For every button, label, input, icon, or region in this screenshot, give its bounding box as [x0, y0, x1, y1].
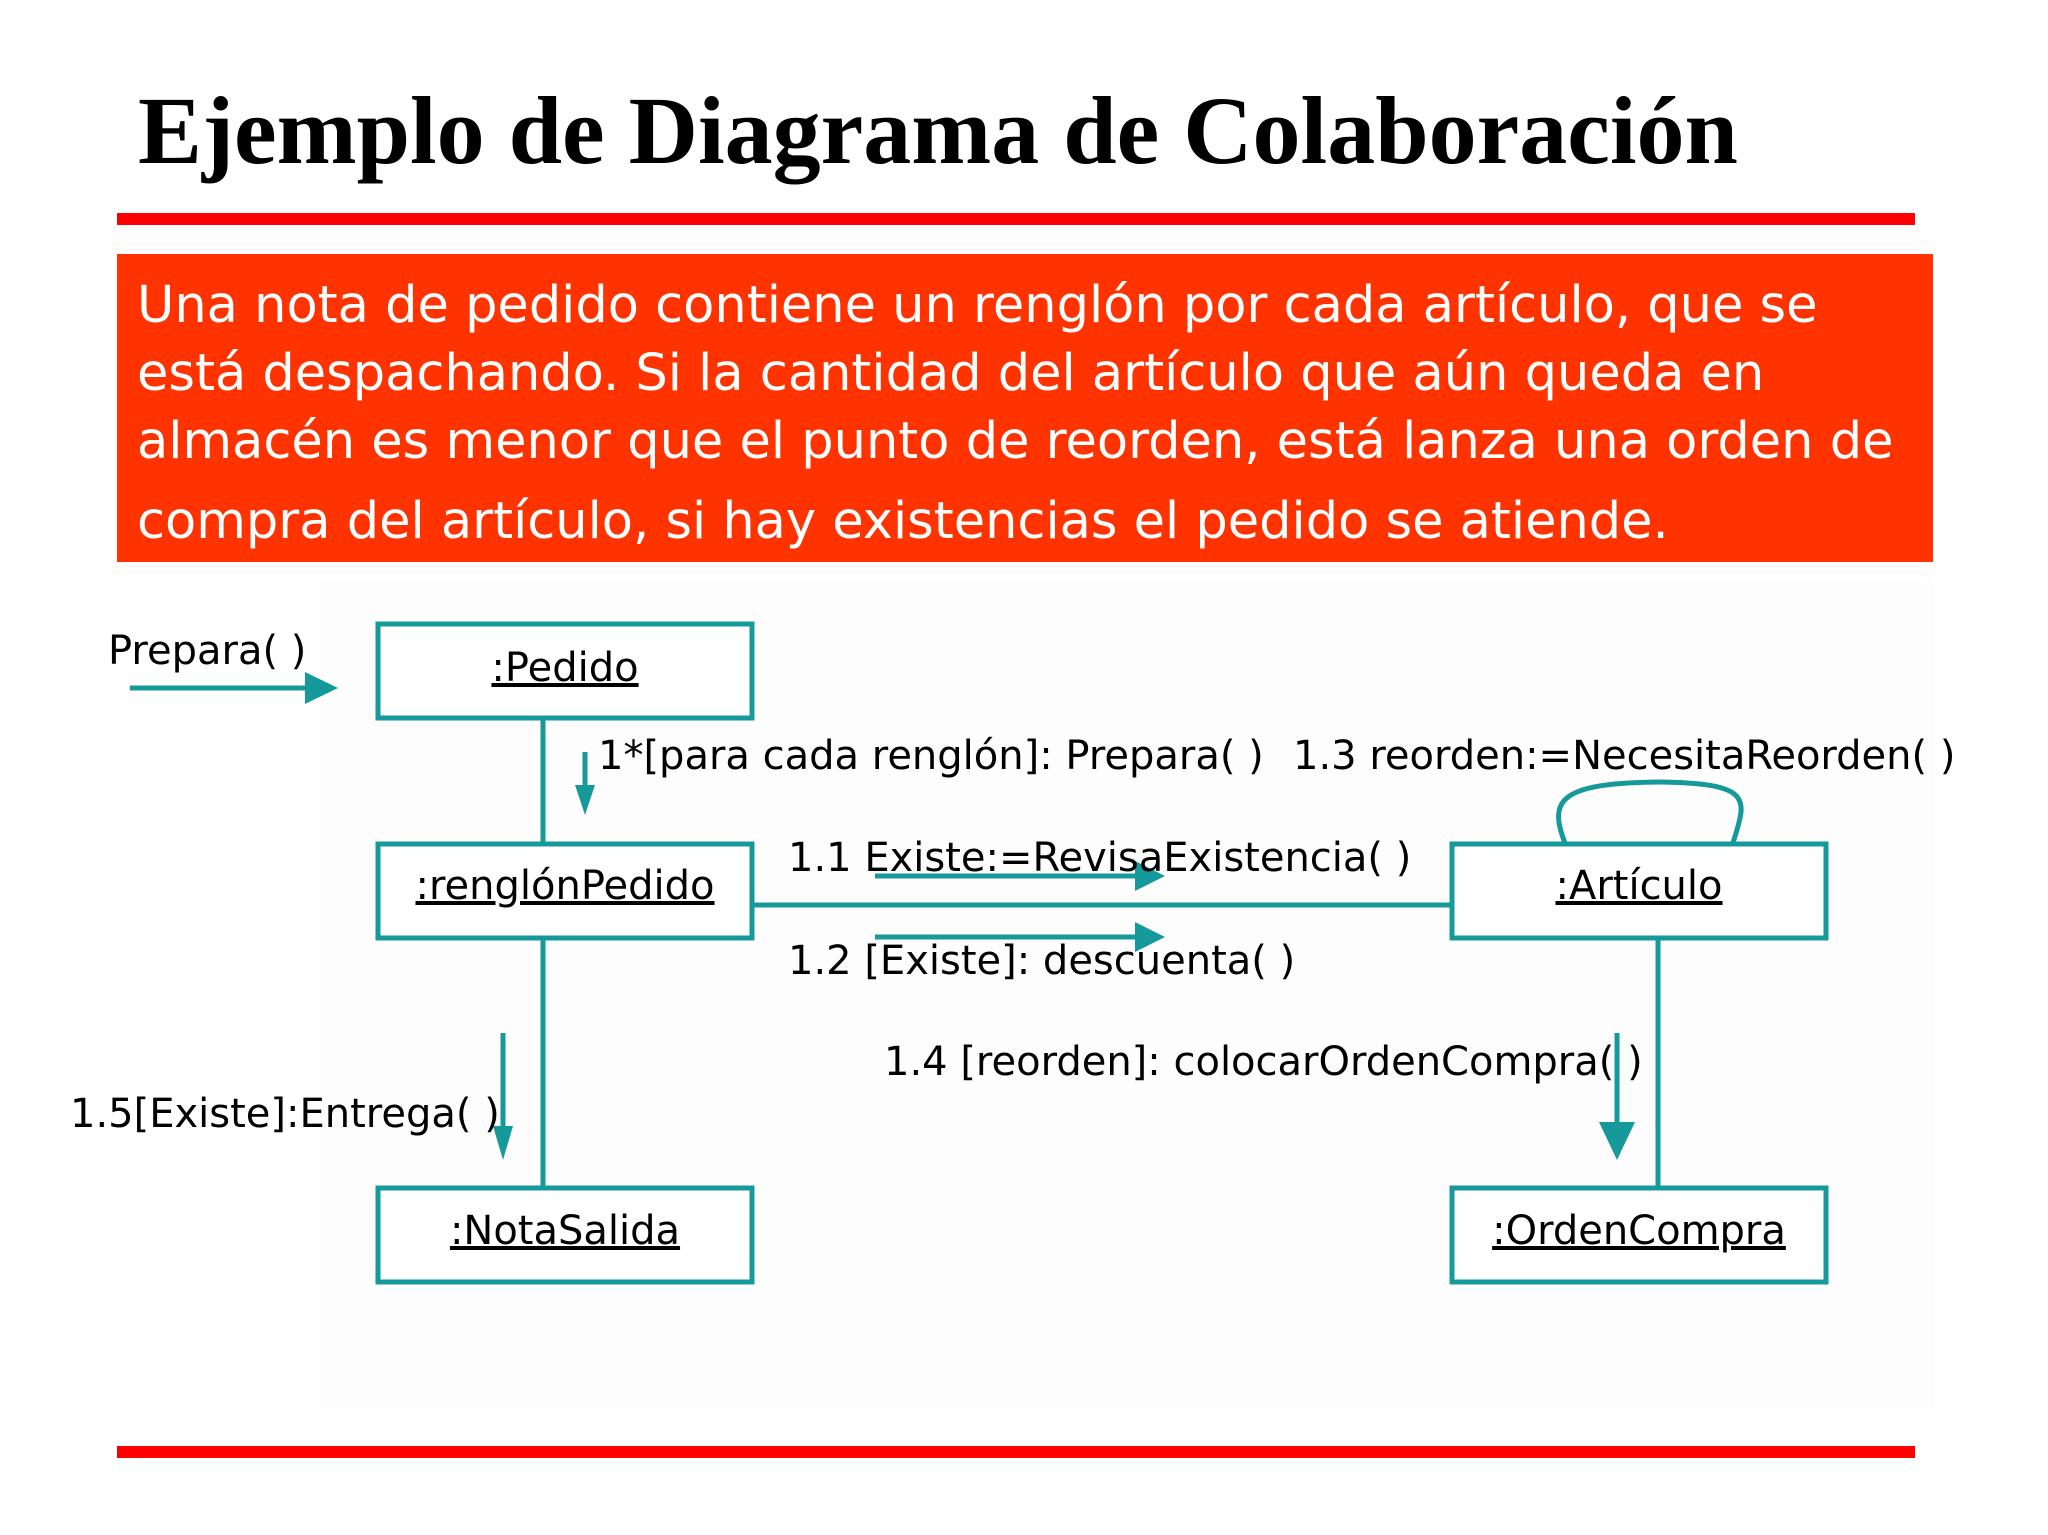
message-1-5: 1.5[Existe]:Entrega( )	[70, 1091, 500, 1137]
message-prepara: Prepara( )	[108, 628, 307, 674]
arrowhead-prepara	[305, 672, 338, 704]
description-line-2: está despachando. Si la cantidad del artículo que aún queda en	[137, 344, 1765, 403]
object-name-nota-salida: :NotaSalida	[449, 1208, 681, 1254]
message-1-3: 1.3 reorden:=NecesitaReorden( )	[1293, 733, 1956, 779]
arrowhead-m1-4	[1599, 1122, 1635, 1160]
object-name-renglon-pedido: :renglónPedido	[415, 863, 715, 909]
message-1-4: 1.4 [reorden]: colocarOrdenCompra( )	[884, 1039, 1643, 1085]
description-line-3: almacén es menor que el punto de reorden, está lanza una orden de	[137, 412, 1894, 471]
description-line-1: Una nota de pedido contiene un renglón por cada artículo, que se	[137, 276, 1818, 335]
object-name-pedido: :Pedido	[491, 645, 639, 691]
slide-title: Ejemplo de Diagrama de Colaboración	[138, 77, 1738, 184]
bottom-divider	[117, 1446, 1915, 1458]
self-link-articulo	[1559, 782, 1742, 843]
description-line-4: compra del artículo, si hay existencias el pedido se atiende.	[137, 492, 1669, 551]
message-1-1: 1.1 Existe:=RevisaExistencia( )	[788, 835, 1412, 881]
arrowhead-m1	[575, 785, 595, 815]
message-1-2: 1.2 [Existe]: descuenta( )	[788, 938, 1296, 984]
message-1: 1*[para cada renglón]: Prepara( )	[598, 733, 1264, 779]
object-name-orden-compra: :OrdenCompra	[1492, 1208, 1786, 1254]
object-name-articulo: :Artículo	[1555, 863, 1723, 909]
